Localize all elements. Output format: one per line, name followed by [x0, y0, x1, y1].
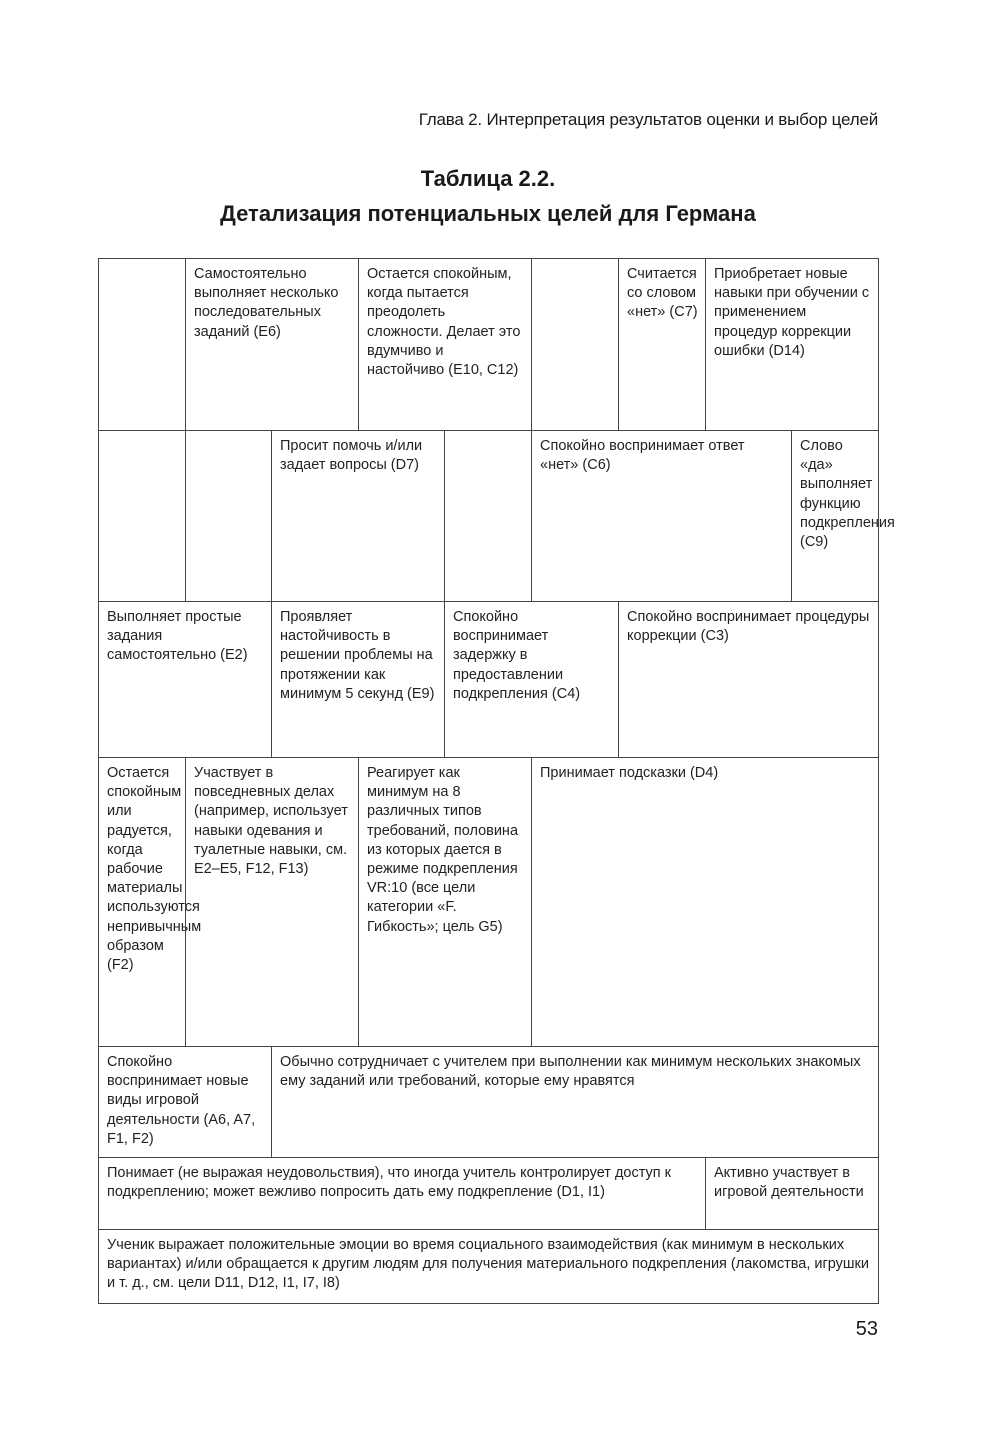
table-cell: Проявляет настойчивость в решении проблемы на протяжении как минимум 5 секунд (E9)	[271, 601, 445, 758]
table-title: Детализация потенциальных целей для Германа	[220, 201, 756, 226]
table-cell: Обычно сотрудничает с учителем при выполнении как минимум нескольких знакомых ему заданий или требований, которые ему нравятся	[271, 1046, 879, 1158]
table-cell: Остается спокойным, когда пытается преодолеть сложности. Делает это вдумчиво и настойчиво (E10, C12)	[358, 258, 532, 431]
page-number: 53	[855, 1318, 878, 1340]
table-cell: Слово «да» выполняет функцию подкрепления (C9)	[791, 430, 879, 602]
table-caption	[0, 164, 976, 229]
table-cell: Считается со словом «нет» (C7)	[618, 258, 706, 431]
table-cell: Активно участвует в игровой деятельности	[705, 1157, 879, 1230]
table-cell: Спокойно воспринимает новые виды игровой деятельности (A6, A7, F1, F2)	[98, 1046, 272, 1158]
table-cell: Приобретает новые навыки при обучении с применением процедур коррекции ошибки (D14)	[705, 258, 879, 431]
table-cell: Выполняет простые задания самостоятельно (E2)	[98, 601, 272, 758]
table-cell: Спокойно воспринимает ответ «нет» (C6)	[531, 430, 792, 602]
running-header: Глава 2. Интерпретация результатов оценки и выбор целей	[418, 110, 878, 129]
table-cell	[98, 258, 186, 431]
table-cell: Просит помочь и/или задает вопросы (D7)	[271, 430, 445, 602]
table-cell: Ученик выражает положительные эмоции во время социального взаимодействия (как минимум в нескольких вариантах) и/или обращается к другим людям для получения материального подкрепления (лакомства, игрушки и т. д., см. цели D11, D12, I1, I7, I8)	[98, 1229, 879, 1304]
table-number: Таблица 2.2.	[420, 166, 556, 191]
table-cell: Самостоятельно выполняет несколько последовательных заданий (E6)	[185, 258, 359, 431]
table-cell: Принимает подсказки (D4)	[531, 757, 879, 1047]
table-cell: Остается спокойным или радуется, когда рабочие материалы используются непривычным образом (F2)	[98, 757, 186, 1047]
table-cell: Участвует в повседневных делах (например, использует навыки одевания и туалетные навыки, см. E2–E5, F12, F13)	[185, 757, 359, 1047]
table-cell: Реагирует как минимум на 8 различных типов требований, половина из которых дается в режиме подкрепления VR:10 (все цели категории «F. Гибкость»; цель G5)	[358, 757, 532, 1047]
table-cell	[98, 430, 186, 602]
table-cell	[444, 430, 532, 602]
table-cell: Спокойно воспринимает задержку в предоставлении подкрепления (C4)	[444, 601, 619, 758]
table-cell: Спокойно воспринимает процедуры коррекции (C3)	[618, 601, 879, 758]
table-cell	[531, 258, 619, 431]
table-cell	[185, 430, 272, 602]
table-cell: Понимает (не выражая неудовольствия), что иногда учитель контролирует доступ к подкреплению; может вежливо попросить дать ему подкрепление (D1, I1)	[98, 1157, 706, 1230]
